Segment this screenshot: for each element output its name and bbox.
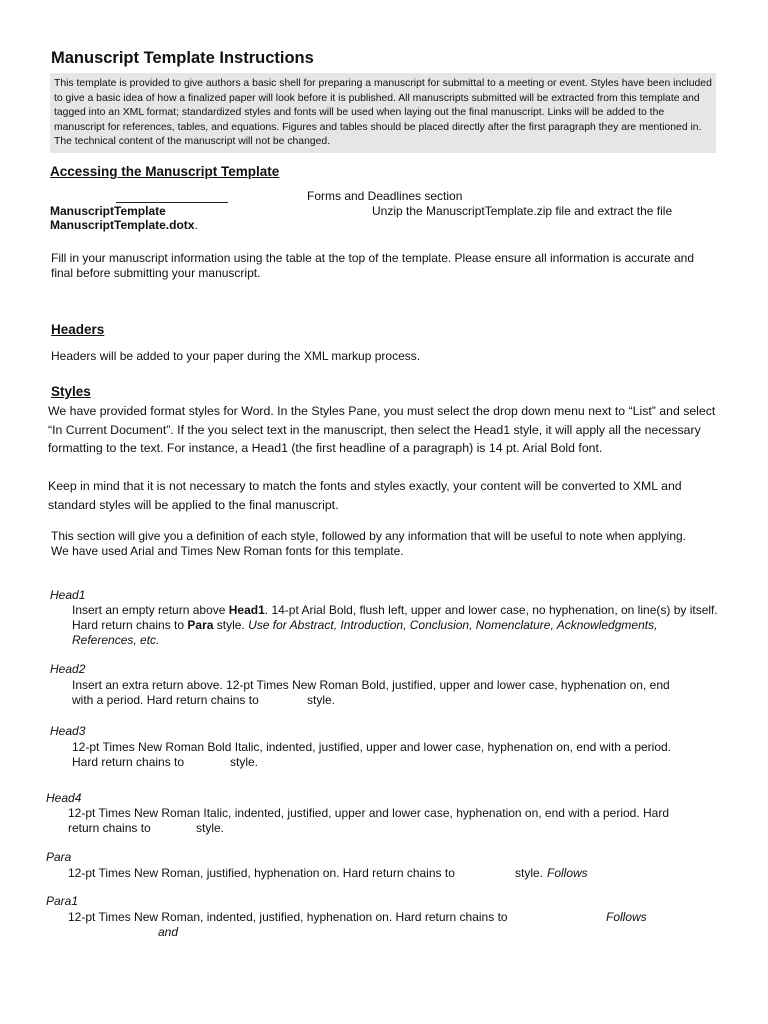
style-name-head2: Head2 [50,662,86,676]
head4-line2a: return chains to [68,821,151,835]
dotx-period: . [194,218,198,232]
styles-paragraph-3: This section will give you a definition of each style, followed by any information that will be useful to note when applying. We have used Arial and Times New Roman fonts for this template. [51,529,687,559]
styles-paragraph-1: We have provided format styles for Word. In the Styles Pane, you must select the drop down menu next to “List” and select “In Current Document”. If the you select text in the manuscript, then select the Head1 style, it will apply all the necessary formatting to the text. For instance, a Head1 (the first headline of a paragraph) is 14 pt. Arial Bold font. [48,404,716,456]
head4-line1: 12-pt Times New Roman Italic, indented, justified, upper and lower case, hyphenation on, end with a period. Hard [68,806,670,820]
para-text-b: style. [515,866,544,880]
head2-line2a: with a period. Hard return chains to [72,693,259,707]
para1-text-a: 12-pt Times New Roman, indented, justified, hyphenation on. Hard return chains to [68,910,508,924]
style-name-para: Para [46,850,72,864]
style-name-head1: Head1 [50,588,86,602]
style-name-head4: Head4 [46,791,82,805]
head1-text-e: style. [213,618,249,633]
head1-text-b: Head1 [228,603,265,617]
head2-line2b: style. [307,693,336,707]
page-title: Manuscript Template Instructions [51,49,314,67]
style-desc-head1 [72,603,722,649]
intro-paragraph: This template is provided to give authors a basic shell for preparing a manuscript for submittal to a meeting or event. Styles have been included to give a basic idea of how a finalized paper will look before it is published. All manuscripts submitted will be extracted from this template and tagged into an XML format; standardized styles and fonts will be used when laying out the final manuscript. Links will be added to the manuscript for references, tables, and equations. Figures and tables should be placed directly after the first paragraph they are mentioned in. The technical content of the manuscript will not be changed. [54,78,712,148]
head1-text-c: . 14-pt Arial Bold, flush left, upper and lower case, no hyphenation, on line(s) by itself. Hard return chains to [72,603,718,633]
para1-text-c: and [158,925,179,939]
head1-text-d: Para [187,618,214,633]
head3-line2a: Hard return chains to [72,755,185,769]
style-name-head3: Head3 [50,724,86,738]
headers-paragraph: Headers will be added to your paper during the XML markup process. [51,349,421,363]
head2-line1: Insert an extra return above. 12-pt Times New Roman Bold, justified, upper and lower case, hyphenation on, end [72,678,670,692]
dotx-filename: ManuscriptTemplate.dotx [50,218,195,232]
head4-line2b: style. [196,821,225,835]
blank-link-line[interactable] [116,202,228,203]
section-heading-accessing: Accessing the Manuscript Template [50,164,280,179]
section-heading-styles: Styles [51,384,91,399]
dotx-line [50,218,198,233]
forms-deadlines-link[interactable]: Forms and Deadlines section [307,189,463,203]
head1-text-a: Insert an empty return above [72,603,229,617]
head3-line2b: style. [230,755,259,769]
head1-text-f: Use for Abstract, Introduction, Conclusion, Nomenclature, Acknowledgments, References, etc. [72,618,658,648]
para-text-a: 12-pt Times New Roman, justified, hyphenation on. Hard return chains to [68,866,455,880]
head3-line1: 12-pt Times New Roman Bold Italic, indented, justified, upper and lower case, hyphenation on, end with a period. [72,740,672,754]
styles-paragraph-2: Keep in mind that it is not necessary to match the fonts and styles exactly, your content will be converted to XML and standard styles will be applied to the final manuscript. [48,479,682,512]
style-name-para1: Para1 [46,894,79,908]
template-name: ManuscriptTemplate [50,204,166,218]
fill-in-paragraph: Fill in your manuscript information using the table at the top of the template. Please ensure all information is accurate and final before submitting your manuscript. [51,251,695,281]
section-heading-headers: Headers [51,322,105,337]
unzip-instruction: Unzip the ManuscriptTemplate.zip file and extract the file [372,204,673,218]
para-text-c: Follows [547,866,588,880]
para1-text-b: Follows [606,910,647,924]
